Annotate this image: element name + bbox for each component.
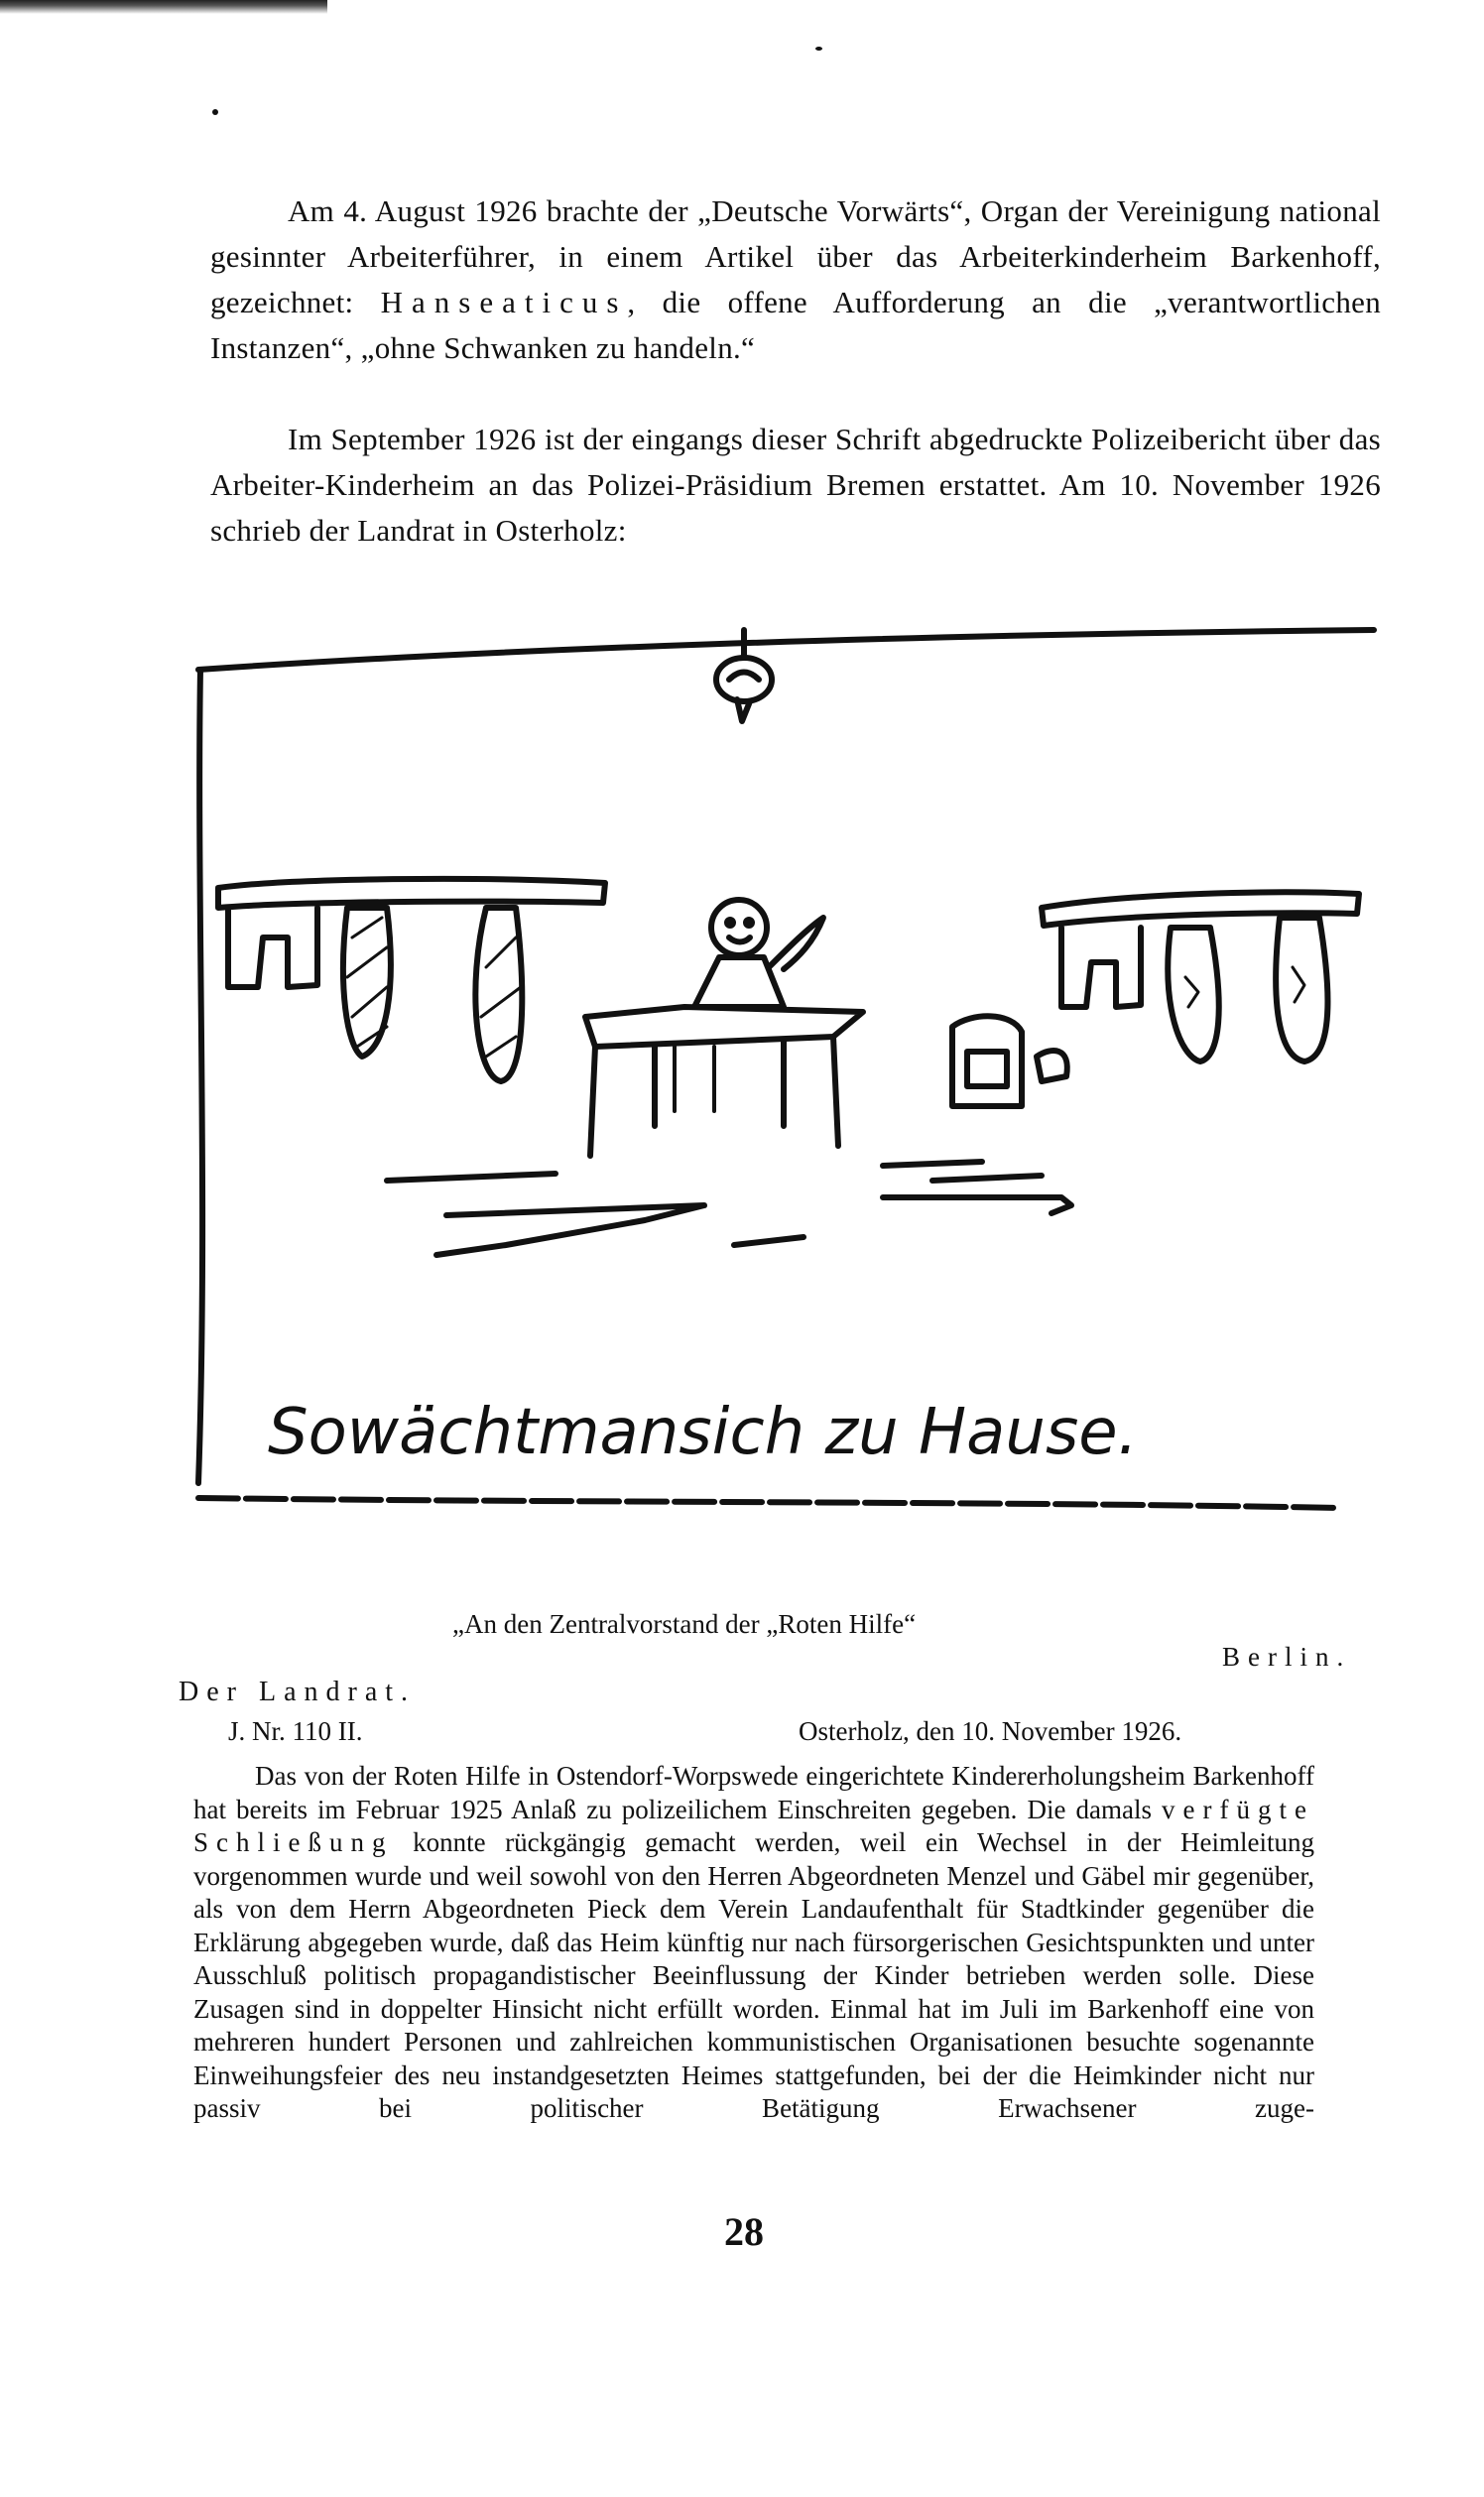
scan-edge-artifact bbox=[0, 0, 327, 14]
sock-left-1 bbox=[343, 908, 391, 1057]
frame-left bbox=[198, 670, 202, 1483]
trousers-right bbox=[1061, 928, 1141, 1007]
lamp bbox=[716, 658, 772, 701]
quill bbox=[769, 918, 823, 969]
floor-puddle bbox=[436, 1205, 704, 1255]
intro-text-1b: , die offene Aufforderung an die „verantwortlichen Instanzen“, „ohne Schwanken zu handeln.“ bbox=[210, 285, 1381, 365]
letter-body bbox=[193, 1760, 1314, 2126]
child-head bbox=[711, 900, 767, 955]
letter-text-1: Das von der Roten Hilfe in Ostendorf-Worpswede eingerichtete Kindererholungsheim Barkenhoff hat bereits im Februar 1925 Anlaß zu polizeilichem Einschreiten gegeben. Die damals bbox=[193, 1761, 1314, 1824]
reference-number: J. Nr. 110 II. bbox=[228, 1716, 363, 1746]
place-date: Osterholz, den 10. November 1926. bbox=[799, 1716, 1182, 1746]
child-drawing bbox=[188, 610, 1379, 1533]
letter-text-2: konnte rückgängig gemacht werden, weil ein Wechsel in der Heimleitung vorgenommen wurde und weil sowohl von den Herren Abgeordneten Menzel und Gäbel mir gegenüber, als von dem Herrn Abgeordneten Pieck dem Verein Landaufenthalt für Stadtkinder gegenüber die Erklärung abgegeben wurde, daß das Heim künftig nur nach fürsorgerischen Gesichtspunkten und unter Ausschluß politisch propagandistischer Beeinflussung der Kinder betrieben werden solle. Diese Zusagen sind in doppelter Hinsicht nicht erfüllt worden. Einmal hat im Juli im Barkenhoff eine von mehreren hundert Personen und zahlreichen kommunistischen Organisationen besuchte sogenannte Einweihungsfeier des neu instandgesetzten Heimes stattgefunden, bei der die Heimkinder nicht nur passiv bei politischer Betätigung Erwachsener zuge- bbox=[193, 1827, 1314, 2123]
cup bbox=[1037, 1051, 1067, 1081]
drawing-illustration bbox=[188, 610, 1379, 1533]
speck bbox=[212, 109, 218, 115]
emphasis-schliessung: Schließung bbox=[193, 1827, 394, 1857]
sock-right-1 bbox=[1168, 928, 1218, 1061]
frame-top bbox=[198, 630, 1374, 670]
intro-text-1: Am 4. August 1926 brachte der „Deutsche Vorwärts“, Organ der Vereinigung national gesinnter Arbeiterführer, in einem Artikel über das Arbeiterkinderheim Barkenhoff, gezeichnet: bbox=[210, 193, 1381, 319]
speck bbox=[815, 47, 822, 51]
sender-line: Der Landrat. bbox=[179, 1677, 417, 1707]
sock-left-2 bbox=[475, 908, 522, 1081]
city-line: Berlin. bbox=[1222, 1642, 1352, 1672]
stove bbox=[952, 1016, 1022, 1106]
recipient-line: „An den Zentralvorstand der „Roten Hilfe“ bbox=[452, 1609, 917, 1639]
signature-name: Hanseaticus bbox=[380, 285, 628, 319]
frame-bottom bbox=[198, 1498, 1339, 1508]
left-shelf bbox=[218, 879, 605, 908]
table-top bbox=[585, 1007, 863, 1047]
trousers-left bbox=[228, 908, 317, 987]
drawing-caption: Sowächtmansich zu Hause. bbox=[268, 1396, 1138, 1469]
intro-paragraph-2 bbox=[210, 417, 1381, 554]
intro-paragraph-1 bbox=[210, 188, 1381, 371]
emphasis-verfuegte: verfügte bbox=[1162, 1794, 1314, 1824]
intro-text-2: Im September 1926 ist der eingangs dieser Schrift abgedruckte Polizeibericht über das Arbeiter-Kinderheim an das Polizei-Präsidium Bremen erstattet. Am 10. November 1926 schrieb der Landrat in Osterholz: bbox=[210, 422, 1381, 548]
page-number: 28 bbox=[724, 2209, 764, 2254]
